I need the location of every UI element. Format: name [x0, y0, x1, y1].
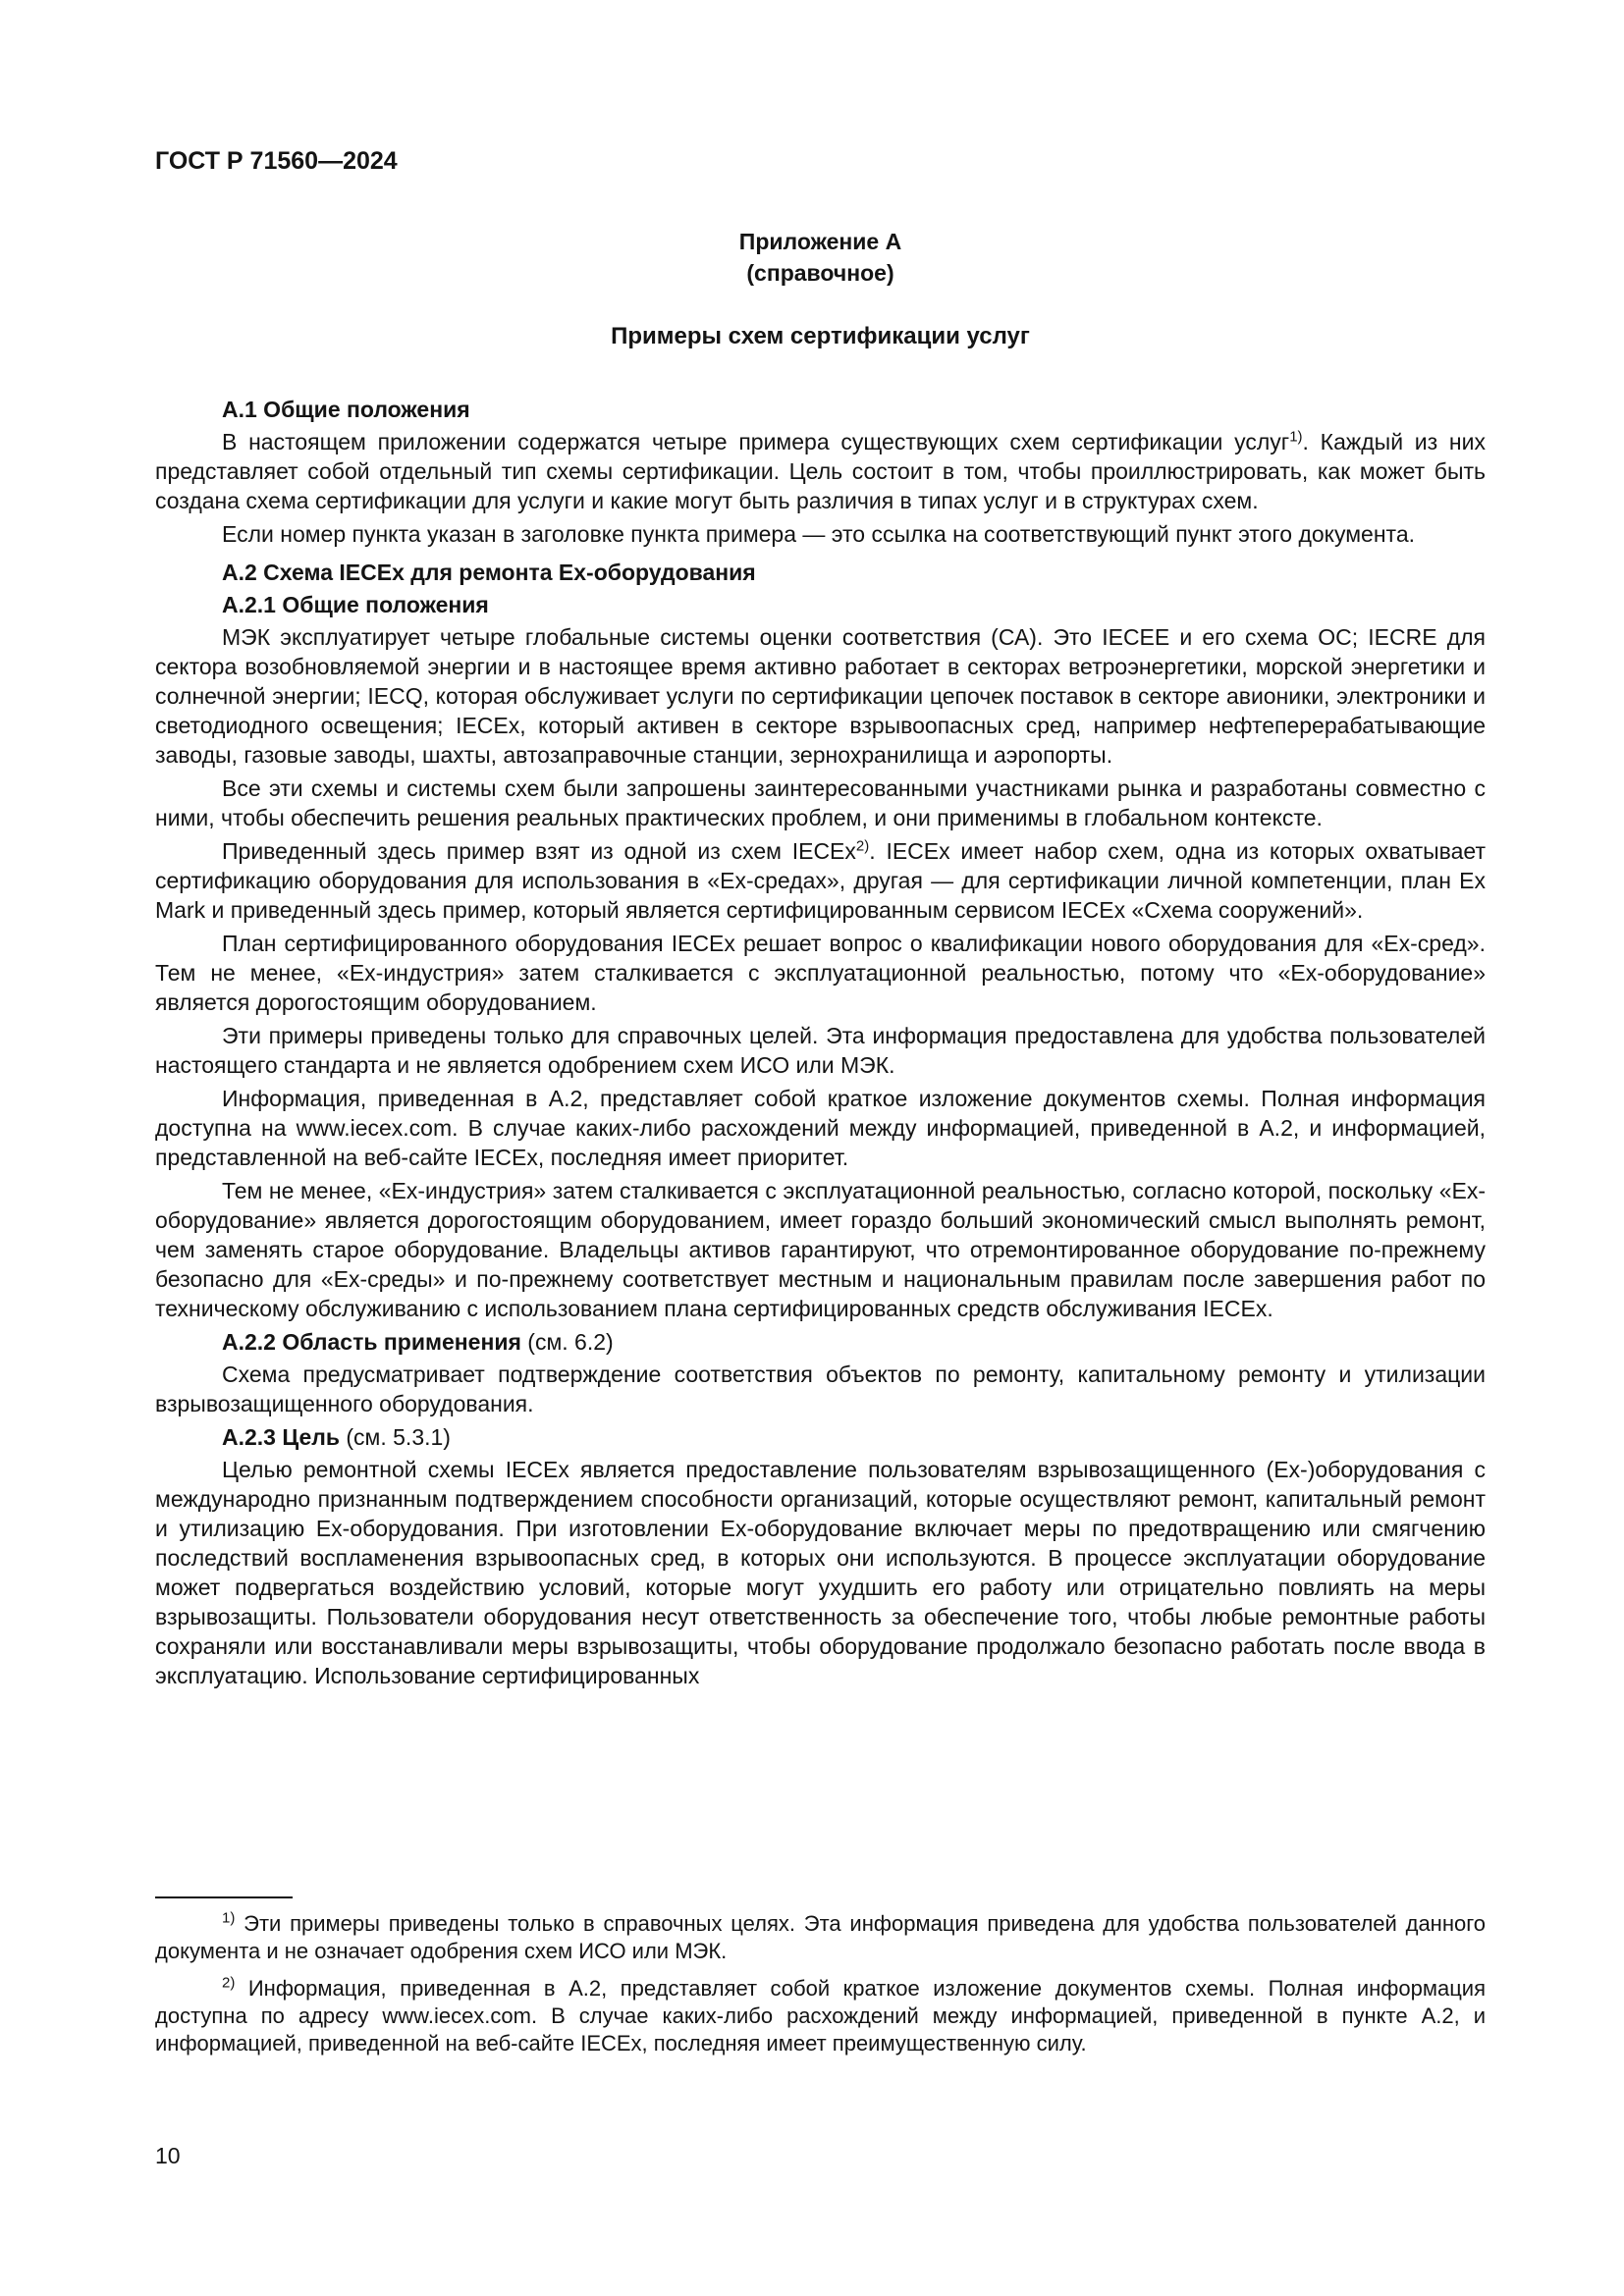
section-a22-paragraph: Схема предусматривает подтверждение соответствия объектов по ремонту, капитальному ремонту и утилизации взрывозащищенного оборудования. [155, 1362, 1486, 1416]
section-a21-paragraph-3: Приведенный здесь пример взят из одной из схем IECEx$^{2)}$. IECEx имеет набор схем, одна из которых охватывает сертификацию оборудования для использования в «Ex-средах», другая — для сертификации личной компетенции, план Ex Mark и приведенный здесь пример, который является сертифицированным сервисом IECEx «Схема сооружений». [155, 837, 1486, 923]
section-a1-paragraph-1: В настоящем приложении содержатся четыре примера существующих схем сертификации услуг$^{1)}$. Каждый из них представляет собой отдельный тип схемы сертификации. Цель состоит в том, чтобы проиллюстрировать, как может быть создана схема сертификации для услуги и какие могут быть различия в типах услуг и в структурах схем. [155, 428, 1486, 513]
section-a21-paragraph-5: Эти примеры приведены только для справочных целей. Эта информация предоставлена для удобства пользователей настоящего стандарта и не является одобрением схем ИСО или МЭК. [155, 1023, 1486, 1078]
footnote-separator [155, 1896, 293, 1898]
footnotes [155, 1910, 1486, 2067]
footnote-1: $^{1)}$ Эти примеры приведены только в справочных целях. Эта информация приведена для удобства пользователей данного документа и не означает одобрения схем ИСО или МЭК. [155, 1909, 1486, 1963]
section-a21-paragraph-7: Тем не менее, «Ex-индустрия» затем сталкивается с эксплуатационной реальностью, согласно которой, поскольку «Ex-оборудование» является дорогостоящим оборудованием, имеет гораздо больший экономический смысл выполнять ремонт, чем заменять старое оборудование. Владельцы активов гарантируют, что отремонтированное оборудование по-прежнему безопасно для «Ex-среды» и по-прежнему соответствует местным и национальным правилам после завершения работ по техническому обслуживанию с использованием плана сертифицированных средств обслуживания IECEx. [155, 1178, 1486, 1321]
document-body [155, 395, 1486, 1694]
footnote-ref-1[interactable]: 1) [1289, 428, 1303, 446]
section-a21-title: А.2.1 Общие положения [222, 592, 489, 617]
appendix-kind: (справочное) [746, 260, 894, 286]
document-code-header: ГОСТ Р 71560—2024 [155, 147, 398, 175]
section-a1-title: А.1 Общие положения [222, 397, 470, 422]
appendix-heading: Примеры схем сертификации услуг [611, 323, 1030, 349]
section-a21-paragraph-2: Все эти схемы и системы схем были запрошены заинтересованными участниками рынка и разработаны совместно с ними, чтобы обеспечить решения реальных практических проблем, и они применимы в глобальном контексте. [155, 775, 1486, 830]
footnote-ref-2[interactable]: 2) [855, 837, 870, 855]
section-a22-title: А.2.2 Область применения (см. 6.2) [222, 1329, 614, 1355]
page-number: 10 [155, 2143, 181, 2168]
section-a2-title: А.2 Схема IECEx для ремонта Ex-оборудования [222, 560, 756, 585]
appendix-title: Приложение А [738, 229, 902, 254]
section-a21-paragraph-1: МЭК эксплуатирует четыре глобальные системы оценки соответствия (СА). Это IECEE и его схема ОС; IECRE для сектора возобновляемой энергии и в настоящее время активно работает в секторах ветроэнергетики, морской энергетики и солнечной энергии; IECQ, которая обслуживает услуги по сертификации цепочек поставок в секторе авионики, электроники и светодиодного освещения; IECEx, который активен в секторе взрывоопасных сред, например нефтеперерабатывающие заводы, газовые заводы, шахты, автозаправочные станции, зернохранилища и аэропорты. [155, 624, 1486, 768]
section-a21-paragraph-4: План сертифицированного оборудования IECEx решает вопрос о квалификации нового оборудования для «Ex-сред». Тем не менее, «Ex-индустрия» затем сталкивается с эксплуатационной реальностью, потому что «Ex-оборудование» является дорогостоящим оборудованием. [155, 931, 1486, 1015]
section-a21-paragraph-6: Информация, приведенная в А.2, представляет собой краткое изложение документов схемы. Полная информация доступна на www.iecex.com. В случае каких-либо расхождений между информацией, приведенной в А.2, и информацией, представленной на веб-сайте IECEx, последняя имеет приоритет. [155, 1086, 1486, 1170]
section-a23-title: А.2.3 Цель (см. 5.3.1) [222, 1424, 451, 1450]
section-a23-paragraph: Целью ремонтной схемы IECEx является предоставление пользователям взрывозащищенного (Ex-)оборудования с международно признанным подтверждением способности организаций, которые осуществляют ремонт, капитальный ремонт и утилизацию Ex-оборудования. При изготовлении Ex-оборудование включает меры по предотвращению или смягчению последствий воспламенения взрывоопасных сред, в которых они используются. В процессе эксплуатации оборудование может подвергаться воздействию условий, которые могут ухудшить его работу или отрицательно повлиять на меры взрывозащиты. Пользователи оборудования несут ответственность за обеспечение того, чтобы любые ремонтные работы сохраняли или восстанавливали меры взрывозащиты, чтобы оборудование продолжало безопасно работать после ввода в эксплуатацию. Использование сертифицированных [155, 1457, 1486, 1688]
section-a1-paragraph-2: Если номер пункта указан в заголовке пункта примера — это ссылка на соответствующий пункт этого документа. [222, 521, 1416, 547]
footnote-2: $^{2)}$ Информация, приведенная в А.2, представляет собой краткое изложение документов схемы. Полная информация доступна по адресу www.iecex.com. В случае каких-либо расхождений между информацией, приведенной в пункте А.2, и информацией, приведенной на веб-сайте IECEx, последняя имеет преимущественную силу. [155, 1974, 1486, 2056]
